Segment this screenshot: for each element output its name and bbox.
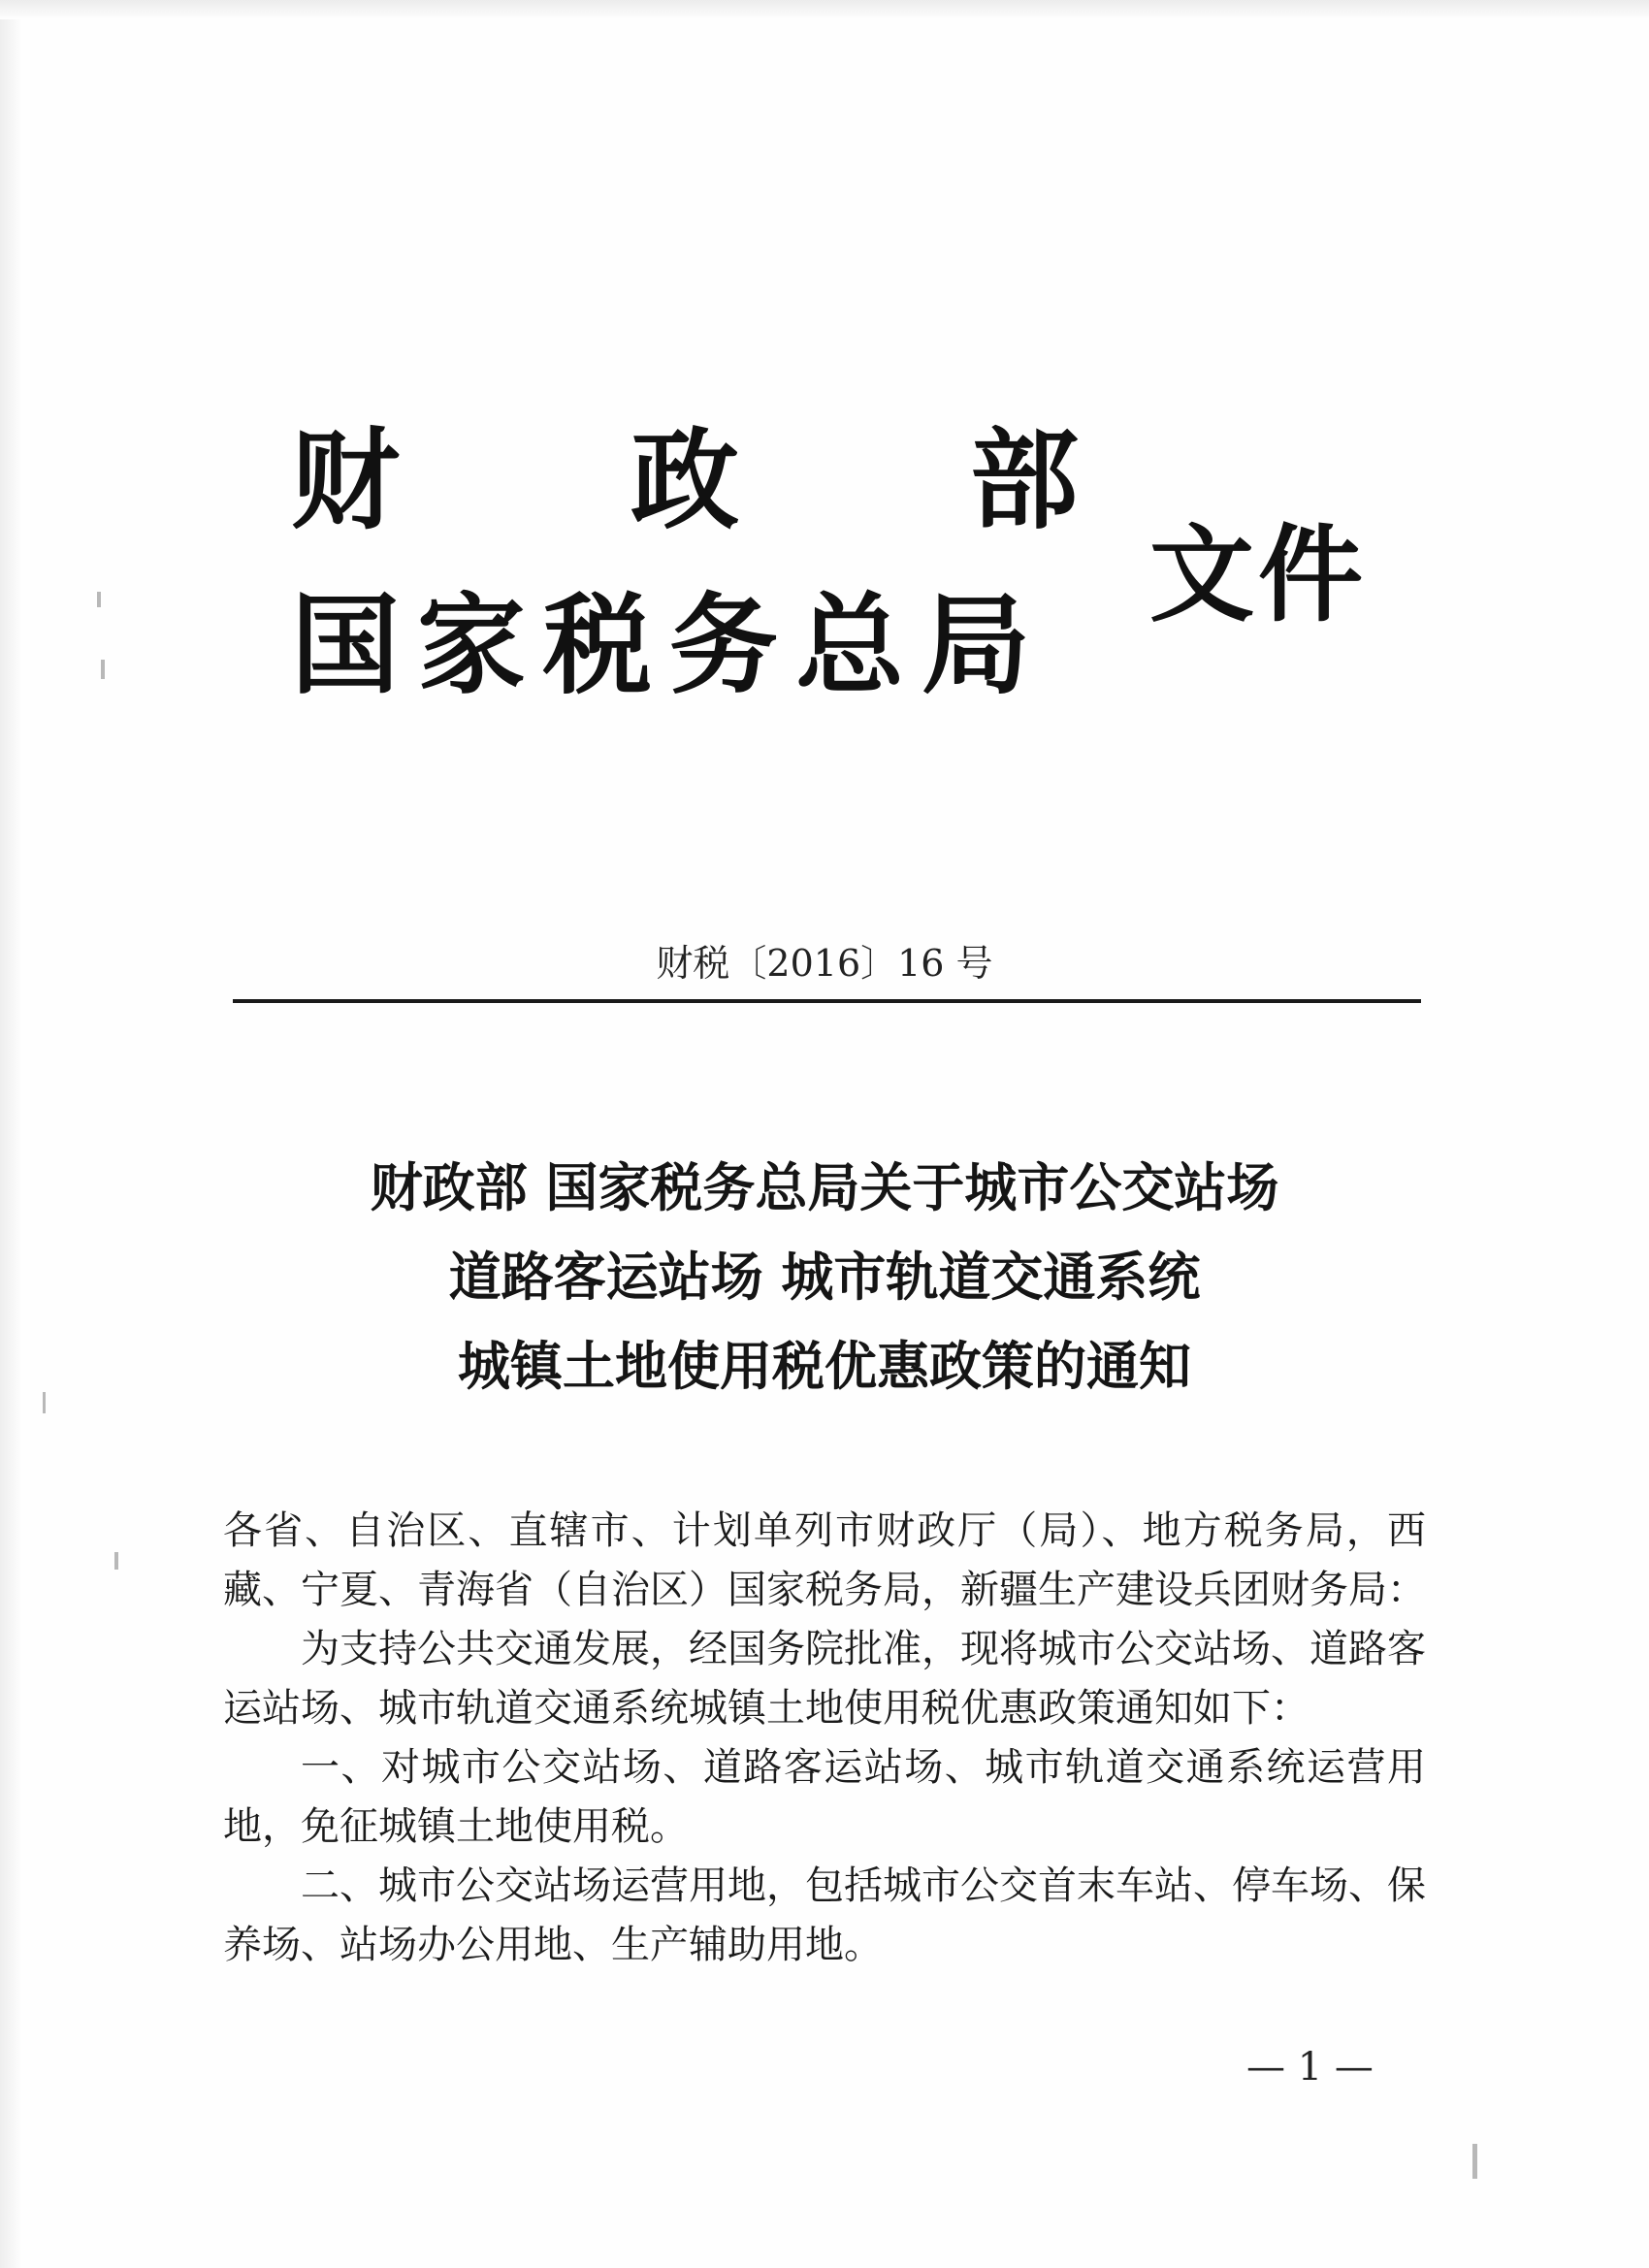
document-number: 财税〔2016〕16 号: [656, 942, 993, 985]
header-char-cai: 财: [291, 418, 400, 544]
scan-speck: [101, 660, 105, 679]
scan-edge-left: [0, 0, 21, 2268]
scan-edge-top: [0, 0, 1649, 19]
scan-speck: [1472, 2144, 1477, 2179]
header-char-bu: 部: [970, 418, 1079, 544]
header-tax-bureau: 国家税务总局: [291, 583, 1048, 709]
article-1-paragraph: 一、对城市公交站场、道路客运站场、城市轨道交通系统运营用地，免征城镇土地使用税。: [223, 1745, 1426, 1849]
intro-paragraph: 为支持公共交通发展，经国务院批准，现将城市公交站场、道路客运站场、城市轨道交通系统城镇土地使用税优惠政策通知如下：: [223, 1627, 1426, 1731]
title-line-2: 道路客运站场 城市轨道交通系统: [448, 1247, 1201, 1308]
addressee-paragraph: 各省、自治区、直辖市、计划单列市财政厅（局）、地方税务局，西藏、宁夏、青海省（自治区）国家税务局，新疆生产建设兵团财务局：: [223, 1508, 1426, 1612]
header-document-suffix: 文件: [1149, 515, 1368, 636]
header-divider: [233, 999, 1421, 1003]
title-line-3: 城镇土地使用税优惠政策的通知: [458, 1336, 1191, 1397]
title-line-1: 财政部 国家税务总局关于城市公交站场: [370, 1157, 1279, 1218]
document-body: [223, 1502, 1426, 1975]
article-2-paragraph: 二、城市公交站场运营用地，包括城市公交首末车站、停车场、保养场、站场办公用地、生产辅助用地。: [223, 1863, 1426, 1967]
scan-speck: [43, 1392, 46, 1413]
page-number: — 1 —: [1246, 2045, 1374, 2090]
scan-speck: [97, 592, 101, 607]
scan-speck: [114, 1552, 118, 1570]
header-char-zheng: 政: [630, 418, 739, 544]
